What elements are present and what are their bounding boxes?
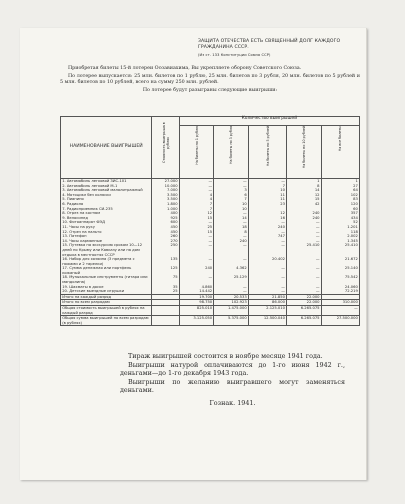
table-cell-c4: — — [287, 275, 322, 284]
prize-name-cell: 20. Детские выездные игрушки — [61, 289, 152, 294]
prize-name-cell: 17. Сумма денежная или портфель кожаный — [61, 266, 152, 275]
epigraph-text: ЗАЩИТА ОТЕЧЕСТВА ЕСТЬ СВЯЩЕННЫЙ ДОЛГ КАЖДОГО ГРАЖДАНИНА СССР. — [198, 39, 341, 50]
table-cell-c3: 11 — [248, 193, 286, 198]
column-header-label: На все билеты — [338, 126, 343, 152]
table-cell-c3: 12.500.040 — [248, 316, 286, 326]
prize-name-cell: Итого по всем разрядам — [61, 300, 152, 306]
table-cell-c3: 2.125.010 — [248, 306, 286, 316]
table-cell-c5: 118 — [321, 230, 359, 235]
table-cell-c1: 14.442 — [179, 289, 214, 294]
table-cell-c3: 20.402 — [248, 257, 286, 266]
table-cell-c4: 25.410 — [287, 243, 322, 257]
table-cell-cost: 25 — [152, 289, 179, 294]
table-cell-c2: 4.362 — [214, 266, 249, 275]
intro-paragraph-2: По лотерее выпускается: 25 млн. билетов по 1 рублю, 25 млн. билетов по 3 рубля, 20 млн. билетов по 5 рублей и 5 млн. билетов по 10 рублей, всего на сумму 250 млн. рублей. — [60, 73, 360, 85]
table-cell-c4: 6.265.075 — [287, 316, 322, 326]
table-cell-c2: 25.129 — [214, 275, 249, 284]
table-cell-c4: 8 — [287, 184, 322, 189]
table-cell-c4: — — [287, 239, 322, 244]
table-row — [61, 316, 360, 326]
column-header-cost — [152, 117, 179, 179]
prize-name-cell: 9. Велосипед — [61, 216, 152, 221]
intro-paragraph-3: По лотерее будут разыграны следующие выигрыши: — [142, 87, 278, 93]
table-cell-c2: — — [214, 289, 249, 294]
table-cell-cost: 3.500 — [152, 197, 179, 202]
prize-name-cell: 8. Отрез на костюм — [61, 211, 152, 216]
table-cell-cost: 10.000 — [152, 184, 179, 189]
table-cell-c2: — — [214, 234, 249, 239]
prize-name-cell: Общая сумма выигрышей по всем разрядам (в рублях) — [61, 316, 152, 326]
table-cell-c1: 15 — [179, 216, 214, 221]
table-cell-c1: — — [179, 184, 214, 189]
imprint: Гознак. 1941. — [209, 398, 256, 407]
table-row — [61, 306, 360, 316]
table-cell-cost: 260 — [152, 234, 179, 239]
table-cell-c4: — — [287, 285, 322, 290]
table-cell-c2: 102.923 — [214, 300, 249, 306]
prize-name-cell: 13. Патефон — [61, 234, 152, 239]
prize-name-cell: 19. Шахматы в доске — [61, 285, 152, 290]
prize-name-cell: 2. Автомобиль легковой М-1 — [61, 184, 152, 189]
prize-name-cell: 12. Отрез на пальто — [61, 230, 152, 235]
column-header-label: На билеты по 3 рубля — [229, 126, 234, 164]
table-cell-c4: 15 — [287, 197, 322, 202]
table-cell-c3: 12 — [248, 211, 286, 216]
table-cell-c2: 240 — [214, 239, 249, 244]
table-cell-c5: 75.542 — [321, 275, 359, 284]
table-cell-c5: 24.060 — [321, 285, 359, 290]
table-cell-c2: — — [214, 257, 249, 266]
table-cell-c1: 25 — [179, 225, 214, 230]
prizes-table — [60, 116, 360, 326]
epigraph — [198, 39, 358, 58]
table-row — [61, 275, 360, 284]
column-header-2 — [214, 126, 249, 179]
table-cell-c5: 25.410 — [321, 243, 359, 257]
table-cell-c1: — — [179, 239, 214, 244]
table-cell-c3: — — [248, 179, 286, 184]
table-cell-c2: — — [214, 211, 249, 216]
table-cell-c2: 20.533 — [214, 294, 249, 300]
table-cell-c1: 7 — [179, 202, 214, 207]
table-cell-c5: 2.002 — [321, 234, 359, 239]
prize-name-cell: 1. Автомобиль легковой ЗИС-101 — [61, 179, 152, 184]
table-cell-c5: 72.219 — [321, 289, 359, 294]
table-cell-c2: — — [214, 243, 249, 257]
table-cell-c1: 15 — [179, 230, 214, 235]
table-cell-c3: — — [248, 239, 286, 244]
column-header-label: На билеты по 1 рублю — [194, 126, 199, 165]
table-cell-c4: — — [287, 266, 322, 275]
table-cell-c2: 10 — [214, 202, 249, 207]
prize-name-cell: 3. Автомобиль легковой малолитражный — [61, 188, 152, 193]
table-cell-c5: — — [321, 306, 359, 316]
table-cell-c3: 10 — [248, 188, 286, 193]
table-cell-cost: 925 — [152, 216, 179, 221]
table-cell-cost: 75 — [152, 275, 179, 284]
table-cell-c4: 12 — [287, 193, 322, 198]
table-cell-c1: — — [179, 179, 214, 184]
prizes-table-body — [61, 179, 360, 326]
table-cell-c1: 12 — [179, 211, 214, 216]
table-cell-c3: — — [248, 230, 286, 235]
footer-paragraph-3: Выигрыши по желанию выигравшего могут заменяться деньгами. — [120, 377, 345, 395]
prize-name-cell: 16. Набор для хозяина (3 предмета с ножами и 2 тарелки) — [61, 257, 152, 266]
table-cell-c3: 240 — [248, 225, 286, 230]
table-cell-c5: 25.140 — [321, 266, 359, 275]
table-cell-c2: 1.475.000 — [214, 306, 249, 316]
table-cell-c5: 60 — [321, 207, 359, 212]
intro-text — [60, 66, 360, 95]
table-cell-c5: 357 — [321, 211, 359, 216]
table-cell-c4: — — [287, 225, 322, 230]
table-cell-c4: 14 — [287, 188, 322, 193]
table-cell-cost: 450 — [152, 230, 179, 235]
table-cell-c5: 52 — [321, 220, 359, 225]
prize-name-cell: Итого на каждый разряд — [61, 294, 152, 300]
table-cell-c1: 240 — [179, 266, 214, 275]
table-cell-cost: 450 — [152, 225, 179, 230]
table-row — [61, 294, 360, 300]
table-cell-c5: 310.000 — [321, 300, 359, 306]
table-cell-c2: — — [214, 285, 249, 290]
table-cell-c1: 4 — [179, 193, 214, 198]
table-row — [61, 257, 360, 266]
table-row — [61, 300, 360, 306]
prize-name-cell: 15. Путевка на экскурсию сроком 10—12 дней по Крыму или Кавказу или на дом отдыха в местностях СССР — [61, 243, 152, 257]
table-cell-c5: 434 — [321, 216, 359, 221]
table-cell-c5: 1 — [321, 179, 359, 184]
table-cell-c4: — — [287, 234, 322, 239]
table-cell-c2: 3 — [214, 188, 249, 193]
table-cell-cost: 35 — [152, 285, 179, 290]
prize-name-cell: 5. Пианино — [61, 197, 152, 202]
table-cell-c3: — — [248, 285, 286, 290]
table-cell-c3: — — [248, 289, 286, 294]
table-cell-c2: — — [214, 220, 249, 225]
table-cell-c2: 14 — [214, 216, 249, 221]
table-cell-c4: — — [287, 289, 322, 294]
table-cell-c3: — — [248, 220, 286, 225]
table-cell-cost: 125 — [152, 266, 179, 275]
table-cell-c2: 8 — [214, 230, 249, 235]
epigraph-source: (Из ст. 133 Конституции Союза ССР) — [198, 53, 271, 57]
intro-paragraph-1: Приобретая билеты 15-й лотереи Осоавиахима, Вы укрепляете оборону Советского Союза. — [68, 66, 302, 71]
table-cell-cost — [152, 316, 179, 326]
column-header-5 — [321, 126, 359, 179]
table-cell-c5: 27 — [321, 184, 359, 189]
table-cell-c2: — — [214, 179, 249, 184]
table-cell-c2: 6 — [214, 193, 249, 198]
table-cell-c2: 5.375.000 — [214, 316, 249, 326]
footer-text — [120, 352, 345, 408]
table-cell-c5: 1.201 — [321, 225, 359, 230]
table-cell-c4: — — [287, 257, 322, 266]
column-header-cost-label: Стоимость выигрыша в рублях — [161, 122, 170, 164]
table-cell-c1: 4 — [179, 197, 214, 202]
table-cell-cost: 1.000 — [152, 207, 179, 212]
footer-paragraph-1: Тираж выигрышей состоится в ноябре месяце 1941 года. — [128, 352, 323, 360]
table-cell-c3: 7 — [248, 184, 286, 189]
table-row — [61, 266, 360, 275]
table-cell-c3: 23 — [248, 202, 286, 207]
column-header-name: НАИМЕНОВАНИЕ ВЫИГРЫШЕЙ — [61, 117, 152, 179]
prize-name-cell: 7. Радиоприемник СИ-235 — [61, 207, 152, 212]
table-cell-c4: — — [287, 220, 322, 225]
table-cell-c1: 3.125.050 — [179, 316, 214, 326]
table-cell-c1: — — [179, 257, 214, 266]
table-cell-c3: 16 — [248, 216, 286, 221]
table-cell-cost — [152, 306, 179, 316]
table-cell-cost: 600 — [152, 220, 179, 225]
column-group-header: Количество выигрышей — [179, 117, 359, 126]
footer-paragraph-2: Выигрыши натурой оплачиваются до 1-го июня 1942 г., деньгами—до 1-го декабря 1943 года. — [120, 360, 345, 378]
table-cell-cost: 7.000 — [152, 188, 179, 193]
table-cell-cost: 250 — [152, 243, 179, 257]
column-header-label: На билеты по 10 рублей — [301, 126, 306, 169]
table-cell-c1: — — [179, 188, 214, 193]
table-cell-c1: 19.700 — [179, 294, 214, 300]
table-cell-cost: 400 — [152, 211, 179, 216]
prize-name-cell: 18. Музыкальные инструменты (гитара или мандолина) — [61, 275, 152, 284]
table-cell-c4: 42 — [287, 202, 322, 207]
table-cell-c2: 18 — [214, 225, 249, 230]
table-cell-c1: 98.750 — [179, 300, 214, 306]
table-cell-c5: 27.500.000 — [321, 316, 359, 326]
table-cell-c2: 10 — [214, 207, 249, 212]
table-cell-c5: 64 — [321, 188, 359, 193]
table-cell-c4: 240 — [287, 211, 322, 216]
table-cell-c3: — — [248, 266, 286, 275]
prize-name-cell: 6. Радиола — [61, 202, 152, 207]
table-cell-c5: 83 — [321, 197, 359, 202]
table-cell-c4: 22.000 — [287, 300, 322, 306]
column-header-3 — [248, 126, 286, 179]
table-cell-cost: 135 — [152, 257, 179, 266]
table-cell-c3: 86.000 — [248, 300, 286, 306]
prize-name-cell: 14. Часы карманные — [61, 239, 152, 244]
table-cell-c3: — — [248, 243, 286, 257]
table-cell-c4: — — [287, 230, 322, 235]
table-cell-c1: — — [179, 220, 214, 225]
table-cell-c1: — — [179, 243, 214, 257]
table-cell-c2: 7 — [214, 197, 249, 202]
table-cell-c3: 11 — [248, 197, 286, 202]
table-cell-c5: 102 — [321, 193, 359, 198]
column-header-4 — [287, 126, 322, 179]
table-cell-c4: 240 — [287, 216, 322, 221]
column-header-label: На билеты по 5 рублей — [265, 126, 270, 167]
table-cell-c3: 21.850 — [248, 294, 286, 300]
table-cell-c5: 21.672 — [321, 257, 359, 266]
table-cell-c5: 120 — [321, 202, 359, 207]
table-cell-c1: 4.860 — [179, 285, 214, 290]
table-cell-c4: 6.265.075 — [287, 306, 322, 316]
table-cell-c4: 1 — [287, 179, 322, 184]
table-row — [61, 243, 360, 257]
table-cell-c2: — — [214, 184, 249, 189]
table-cell-c5: 1.345 — [321, 239, 359, 244]
table-cell-c3: 747 — [248, 234, 286, 239]
table-cell-c1: 825.010 — [179, 306, 214, 316]
table-cell-cost: 27.000 — [152, 179, 179, 184]
table-cell-cost: 270 — [152, 239, 179, 244]
prize-name-cell: 4. Мотоцикл без коляски — [61, 193, 152, 198]
table-cell-cost: 1.800 — [152, 202, 179, 207]
prize-name-cell: Общая стоимость выигрышей в рублях на каждый разряд — [61, 306, 152, 316]
table-cell-cost: 3.500 — [152, 193, 179, 198]
table-cell-c1: — — [179, 234, 214, 239]
column-header-1 — [179, 126, 214, 179]
table-cell-c4: 22.000 — [287, 294, 322, 300]
prize-name-cell: 11. Часы на руку — [61, 225, 152, 230]
table-cell-c3: — — [248, 275, 286, 284]
table-cell-c1: 7 — [179, 207, 214, 212]
prize-name-cell: 10. Фотоаппарат ФЭД — [61, 220, 152, 225]
table-cell-c1: — — [179, 275, 214, 284]
